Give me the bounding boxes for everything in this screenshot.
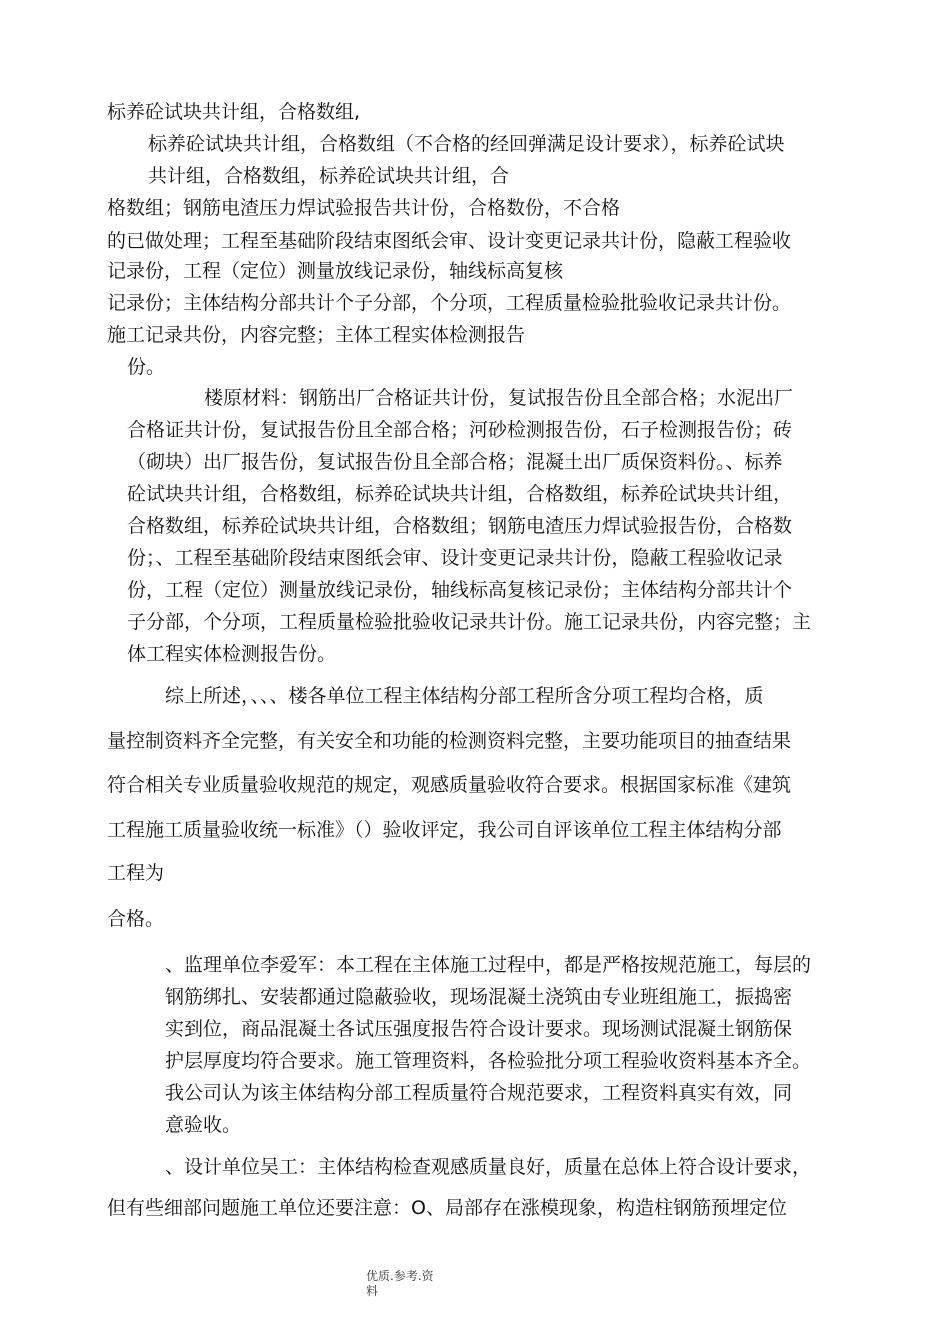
text-line: 的已做处理；工程至基础阶段结束图纸会审、设计变更记录共计份，隐蔽工程验收 [107,230,792,252]
text-line: 共计组，合格数组，标养砼试块共计组，合 [148,165,510,187]
text-line: 钢筋绑扎、安装都通过隐蔽验收，现场混凝土浇筑由专业班组施工，振捣密 [165,986,793,1008]
text-line: 实到位，商品混凝土各试压强度报告符合设计要求。现场测试混凝土钢筋保 [165,1018,793,1040]
text-line: 合格数组，标养砼试块共计组，合格数组；钢筋电渣压力焊试验报告份，合格数 [127,515,793,537]
footer-line: 料 [366,1284,379,1298]
text-line: （砌块）出厂报告份，复试报告份且全部合格；混凝土出厂质保资料份。、标养 [127,451,783,473]
text-line: 工程施工质量验收统一标准》（）验收评定，我公司自评该单位工程主体结构分部 [107,819,782,841]
page-footer [366,1269,434,1299]
text-line: 标养砼试块共计组，合格数组（不合格的经回弹满足设计要求），标养砼试块 [148,133,785,155]
text-line: 合格。 [107,908,165,930]
text-line: 份，工程（定位）测量放线记录份，轴线标高复核记录份；主体结构分部共计个 [127,579,793,601]
text-line: 楼原材料：钢筋出厂合格证共计份，复试报告份且全部合格；水泥出厂 [204,387,794,409]
text-line: 记录份，工程（定位）测量放线记录份，轴线标高复核 [107,260,564,282]
text-line: 量控制资料齐全完整，有关安全和功能的检测资料完整，主要功能项目的抽查结果 [107,730,792,752]
text-line: 、设计单位吴工：主体结构检查观感质量良好，质量在总体上符合设计要求， [165,1156,812,1178]
text-line: 综上所述，、、、楼各单位工程主体结构分部工程所含分项工程均合格，质 [165,685,764,707]
text-line: 我公司认为该主体结构分部工程质量符合规范要求，工程资料真实有效，同 [165,1082,793,1104]
text-line: 砼试块共计组，合格数组，标养砼试块共计组，合格数组，标养砼试块共计组， [127,483,793,505]
text-line: 工程为 [107,862,165,884]
text-line: 份；、工程至基础阶段结束图纸会审、设计变更记录共计份，隐蔽工程验收记录 [127,547,783,569]
text-line: 合格证共计份，复试报告份且全部合格；河砂检测报告份，石子检测报告份；砖 [127,419,793,441]
text-line: 子分部，个分项，工程质量检验批验收记录共计份。施工记录共份，内容完整；主 [127,611,812,633]
text-line: 格数组；钢筋电渣压力焊试验报告共计份，合格数份，不合格 [107,197,621,219]
text-line: 标养砼试块共计组，合格数组, [107,101,361,123]
text-line: 但有些细部问题施工单位还要注意：O、局部存在涨模现象，构造柱钢筋预埋定位 [107,1197,787,1219]
text-line: 份。 [127,356,166,378]
footer-line: 优质.参考.资 [366,1269,434,1283]
text-line: 意验收。 [165,1114,242,1136]
text-line: 护层厚度均符合要求。施工管理资料，各检验批分项工程验收资料基本齐全。 [165,1050,812,1072]
text-line: 施工记录共份，内容完整；主体工程实体检测报告 [107,324,526,346]
text-line: 体工程实体检测报告份。 [127,643,337,665]
text-line: 符合相关专业质量验收规范的规定，观感质量验收符合要求。根据国家标准《建筑 [107,774,792,796]
text-line: 记录份；主体结构分部共计个子分部，个分项，工程质量检验批验收记录共计份。 [107,292,792,314]
text-line: 、监理单位李爱军：本工程在主体施工过程中，都是严格按规范施工，每层的 [165,954,812,976]
